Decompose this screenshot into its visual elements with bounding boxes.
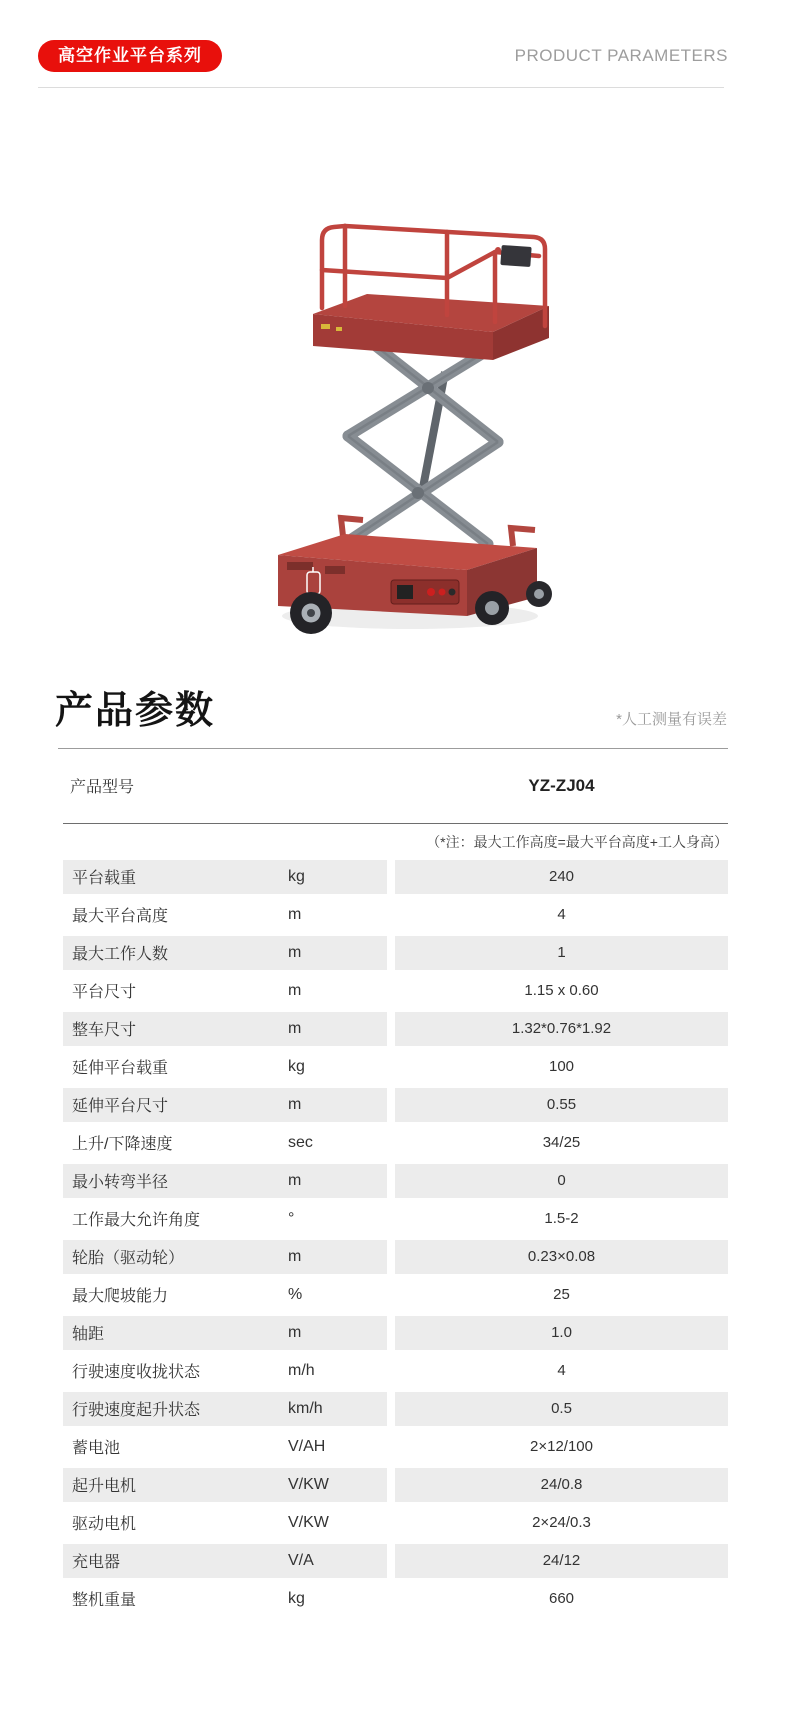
spec-unit: m [288,1247,302,1265]
spec-row [63,1164,728,1198]
spec-unit: m [288,943,302,961]
spec-value: 0.5 [395,1392,728,1426]
spec-value: 1.0 [395,1316,728,1350]
spec-row [63,1240,728,1274]
spec-value: 1.15 x 0.60 [524,982,599,1000]
header-divider [38,87,724,88]
spec-rows [63,860,728,1616]
spec-unit: kg [288,867,305,885]
measurement-disclaimer: *人工测量有误差 [616,710,727,728]
section-title: 产品参数 [55,690,216,732]
spec-unit: m/h [288,1361,315,1379]
spec-label: 整机重量 [72,1592,137,1610]
spec-value: 1.32*0.76*1.92 [395,1012,728,1046]
spec-value: 4 [557,1362,566,1380]
spec-unit: V/KW [288,1513,329,1531]
spec-row [63,1392,728,1426]
spec-row [63,898,728,932]
spec-value: 100 [548,1058,575,1076]
spec-unit: ° [288,1209,295,1227]
spec-unit: % [288,1285,303,1303]
spec-label: 最大工作人数 [72,946,169,964]
spec-unit: kg [288,1057,305,1075]
model-value: YZ-ZJ04 [528,775,595,795]
spec-label: 轮胎（驱动轮） [72,1250,185,1268]
spec-label: 平台载重 [72,870,137,888]
spec-row [63,860,728,894]
spec-row [63,1050,728,1084]
model-row [63,749,728,823]
spec-value: 4 [557,906,566,924]
spec-unit: m [288,1171,302,1189]
page-header [0,0,790,72]
spec-unit: m [288,905,302,923]
spec-label: 驱动电机 [72,1516,137,1534]
spec-row [63,1126,728,1160]
spec-value: 660 [548,1590,575,1608]
spec-label: 起升电机 [72,1478,137,1496]
spec-label: 延伸平台尺寸 [72,1098,169,1116]
spec-value: 0.55 [395,1088,728,1122]
spec-unit: V/AH [288,1437,326,1455]
spec-unit: m [288,1019,302,1037]
spec-row [63,936,728,970]
spec-value: 24/12 [395,1544,728,1578]
spec-value: 25 [553,1286,570,1304]
spec-label: 轴距 [72,1326,105,1344]
scissor-lift-image [195,100,595,645]
spec-unit: m [288,981,302,999]
series-badge: 高空作业平台系列 [38,40,222,72]
spec-label: 平台尺寸 [72,984,137,1002]
spec-label: 最大爬坡能力 [72,1288,169,1306]
model-label: 产品型号 [70,779,135,797]
spec-label: 充电器 [72,1554,121,1572]
spec-row [63,1012,728,1046]
spec-value: 0 [395,1164,728,1198]
spec-value: 34/25 [542,1134,581,1152]
spec-row [63,1316,728,1350]
section-heading [55,691,727,733]
spec-value: 1 [395,936,728,970]
spec-value: 24/0.8 [395,1468,728,1502]
spec-unit: m [288,1323,302,1341]
spec-value: 240 [395,860,728,894]
product-image-area [0,100,790,645]
spec-row [63,1202,728,1236]
spec-row [63,1354,728,1388]
spec-row [63,1088,728,1122]
spec-value: 0.23×0.08 [395,1240,728,1274]
spec-label: 延伸平台载重 [72,1060,169,1078]
spec-label: 行驶速度起升状态 [72,1402,201,1420]
spec-row [63,1468,728,1502]
spec-unit: V/A [288,1551,314,1569]
spec-table [63,749,728,1616]
spec-row [63,974,728,1008]
spec-label: 蓄电池 [72,1440,121,1458]
header-english-title: PRODUCT PARAMETERS [514,46,728,65]
spec-unit: V/KW [288,1475,329,1493]
spec-row [63,1544,728,1578]
spec-label: 行驶速度收拢状态 [72,1364,201,1382]
spec-unit: sec [288,1133,313,1151]
spec-value: 2×12/100 [530,1438,593,1456]
spec-label: 工作最大允许角度 [72,1212,201,1230]
spec-row [63,1430,728,1464]
spec-row [63,1278,728,1312]
spec-value: 2×24/0.3 [532,1514,591,1532]
spec-value: 1.5-2 [544,1210,579,1228]
spec-unit: km/h [288,1399,323,1417]
spec-row [63,1506,728,1540]
spec-label: 上升/下降速度 [72,1136,173,1154]
spec-unit: m [288,1095,302,1113]
spec-label: 整车尺寸 [72,1022,137,1040]
table-note: （*注：最大工作高度=最大平台高度+工人身高） [426,833,728,850]
spec-label: 最大平台高度 [72,908,169,926]
spec-row [63,1582,728,1616]
spec-unit: kg [288,1589,305,1607]
spec-label: 最小转弯半径 [72,1174,169,1192]
